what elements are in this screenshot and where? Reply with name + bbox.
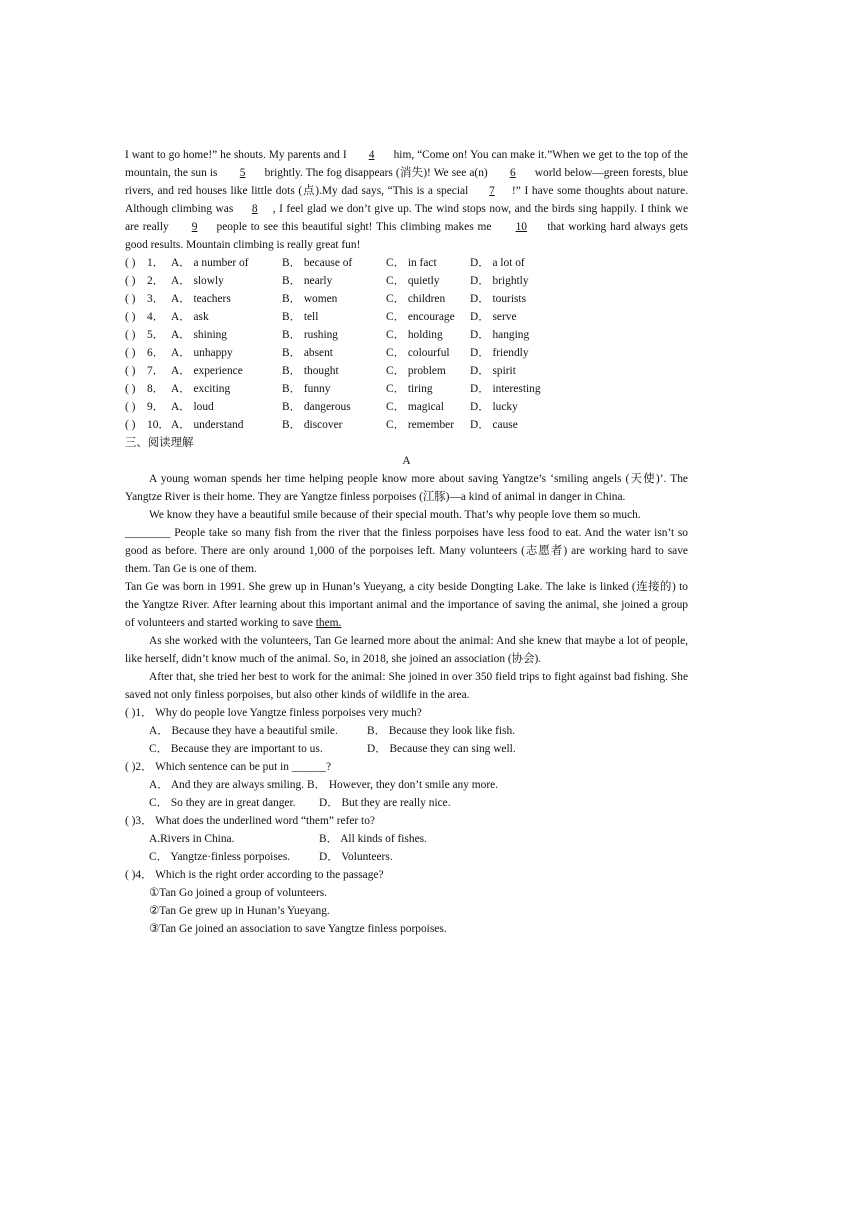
cloze-text: people to see this beautiful sight! This climbing makes me bbox=[216, 221, 492, 233]
option-line bbox=[125, 776, 688, 794]
option-d: D． Volunteers. bbox=[319, 851, 393, 863]
answer-paren: ( ) bbox=[125, 257, 136, 269]
question-4 bbox=[125, 866, 688, 938]
answer-paren: ( ) bbox=[125, 347, 136, 359]
option-b: B． nearly bbox=[282, 275, 333, 287]
option-c: C． So they are in great danger. bbox=[149, 797, 296, 809]
question-stem: ( )1． Why do people love Yangtze finless porpoises very much? bbox=[125, 707, 422, 719]
question-2 bbox=[125, 758, 688, 812]
option-a: A． Because they have a beautiful smile. bbox=[149, 725, 338, 737]
option-c: C． colourful bbox=[386, 347, 450, 359]
passage-blank: ________ bbox=[125, 527, 171, 539]
cloze-text: I want to go home!” he shouts. My parents and I bbox=[125, 149, 347, 161]
cloze-text: that working hard always gets good results. Mountain climbing is really great fun! bbox=[125, 221, 688, 251]
option-b: B． dangerous bbox=[282, 401, 351, 413]
option-b: B． thought bbox=[282, 365, 339, 377]
option-row bbox=[125, 398, 688, 416]
order-text: ③Tan Ge joined an association to save Yangtze finless porpoises. bbox=[149, 923, 447, 935]
option-b: B． women bbox=[282, 293, 338, 305]
cloze-blank: 8 bbox=[251, 203, 258, 215]
passage-text: We know they have a beautiful smile because of their special mouth. That’s why people love them so much. bbox=[149, 509, 641, 521]
order-text: ①Tan Go joined a group of volunteers. bbox=[149, 887, 328, 899]
answer-paren: ( ) bbox=[125, 293, 136, 305]
answer-paren: ( ) bbox=[125, 275, 136, 287]
order-item bbox=[125, 920, 688, 938]
option-b: B． because of bbox=[282, 257, 353, 269]
answer-paren: ( ) bbox=[125, 365, 136, 377]
option-c: C． holding bbox=[386, 329, 443, 341]
option-c: C． encourage bbox=[386, 311, 455, 323]
option-a: A． slowly bbox=[171, 275, 224, 287]
option-a: A． a number of bbox=[171, 257, 249, 269]
option-d: D． Because they can sing well. bbox=[367, 743, 516, 755]
option-c: C． tiring bbox=[386, 383, 433, 395]
option-a: A． understand bbox=[171, 419, 244, 431]
option-d: D． But they are really nice. bbox=[319, 797, 451, 809]
option-line bbox=[125, 830, 688, 848]
cloze-blank: 10 bbox=[515, 221, 527, 233]
cloze-blank: 7 bbox=[489, 185, 495, 197]
passage-paragraph: After that, she tried her best to work for the animal: She joined in over 350 field trips to fight against bad fishing. She saved not only finless porpoises, but also other kinds of wildlife in the area. bbox=[125, 671, 688, 701]
option-c: C． problem bbox=[386, 365, 446, 377]
cloze-options bbox=[125, 254, 688, 434]
option-a: A． teachers bbox=[171, 293, 231, 305]
option-row bbox=[125, 272, 688, 290]
worksheet-page bbox=[125, 146, 688, 938]
option-a: A． experience bbox=[171, 365, 243, 377]
option-a: A． exciting bbox=[171, 383, 231, 395]
cloze-text: !” I have some thoughts about nature. Although climbing was bbox=[125, 185, 688, 215]
option-a: A． shining bbox=[171, 329, 228, 341]
option-a: A． loud bbox=[171, 401, 214, 413]
option-c: C． Because they are important to us. bbox=[149, 743, 323, 755]
cloze-passage-end bbox=[125, 146, 688, 254]
cloze-text: brightly. The fog disappears (消失)! We see a(n) bbox=[264, 167, 488, 179]
option-b: B． absent bbox=[282, 347, 333, 359]
option-b: B． funny bbox=[282, 383, 331, 395]
question-stem: ( )4． Which is the right order according to the passage? bbox=[125, 869, 384, 881]
option-row bbox=[125, 290, 688, 308]
passage-paragraph: As she worked with the volunteers, Tan Ge learned more about the animal: And she knew that maybe a lot of people, like herself, didn’t know much of the animal. So, in 2018, she joined an association (协会). bbox=[125, 635, 688, 665]
option-d: D． serve bbox=[470, 311, 517, 323]
passage-paragraph bbox=[125, 578, 688, 632]
option-c: C． magical bbox=[386, 401, 444, 413]
option-row bbox=[125, 326, 688, 344]
option-row bbox=[125, 344, 688, 362]
answer-paren: ( ) bbox=[125, 311, 136, 323]
option-b: B． tell bbox=[282, 311, 319, 323]
option-d: D． cause bbox=[470, 419, 518, 431]
answer-paren: ( ) bbox=[125, 419, 136, 431]
option-b: B． However, they don’t smile any more. bbox=[307, 779, 499, 791]
option-c: C． Yangtze·finless porpoises. bbox=[149, 851, 291, 863]
passage-text: People take so many fish from the river that the finless porpoises have less food to eat. And the water isn’t so good as before. There are only around 1,000 of the porpoises left. Many volunteers (志愿者) are working hard to save them. Tan Ge is one of them. bbox=[125, 527, 688, 575]
option-line bbox=[125, 794, 688, 812]
cloze-text: him, “Come on! You can make it.”When we get to the top of the mountain, the sun is bbox=[125, 149, 688, 179]
option-row bbox=[125, 308, 688, 326]
passage-text: Tan Ge was born in 1991. She grew up in Hunan’s Yueyang, a city beside Dongting Lake. The lake is linked (连接的) to the Yangtze River. After learning about this important animal and the importance of saving the animal, she joined a group of volunteers and started working to save bbox=[125, 581, 688, 629]
option-a: A． And they are always smiling. bbox=[149, 779, 305, 791]
question-number: 1． bbox=[147, 257, 165, 269]
order-item bbox=[125, 902, 688, 920]
option-c: C． in fact bbox=[386, 257, 437, 269]
option-a: A． unhappy bbox=[171, 347, 233, 359]
option-b: B． discover bbox=[282, 419, 343, 431]
question-1 bbox=[125, 704, 688, 758]
option-c: C． remember bbox=[386, 419, 455, 431]
question-number: 10． bbox=[147, 419, 170, 431]
cloze-text: , I feel glad we don’t give up. The wind stops now, and the birds sing happily. I think we are really bbox=[125, 203, 688, 233]
question-3 bbox=[125, 812, 688, 866]
option-d: D． lucky bbox=[470, 401, 518, 413]
passage-label: A bbox=[402, 455, 411, 467]
question-number: 6． bbox=[147, 347, 165, 359]
underlined-word: them. bbox=[315, 617, 342, 629]
option-c: C． quietly bbox=[386, 275, 440, 287]
cloze-blank: 9 bbox=[191, 221, 198, 233]
option-b: B． rushing bbox=[282, 329, 339, 341]
option-d: D． interesting bbox=[470, 383, 541, 395]
cloze-text: world below—green forests, blue rivers, and red houses like little dots (点).My dad says, “This is a special bbox=[125, 167, 689, 197]
option-b: B． All kinds of fishes. bbox=[319, 833, 427, 845]
answer-paren: ( ) bbox=[125, 383, 136, 395]
cloze-blank: 4 bbox=[368, 149, 375, 161]
question-number: 8． bbox=[147, 383, 165, 395]
option-a: A.Rivers in China. bbox=[149, 833, 235, 845]
option-b: B． Because they look like fish. bbox=[367, 725, 516, 737]
question-stem bbox=[125, 758, 688, 776]
answer-paren: ( ) bbox=[125, 329, 136, 341]
stem-text: ( )2． Which sentence can be put in bbox=[125, 761, 292, 773]
option-row bbox=[125, 362, 688, 380]
cloze-blank: 5 bbox=[239, 167, 246, 179]
order-item bbox=[125, 884, 688, 902]
question-stem: ( )3． What does the underlined word “them” refer to? bbox=[125, 815, 375, 827]
option-d: D． hanging bbox=[470, 329, 530, 341]
option-line bbox=[125, 740, 688, 758]
section-title: 三、阅读理解 bbox=[125, 437, 194, 449]
option-line bbox=[125, 848, 688, 866]
question-number: 4． bbox=[147, 311, 165, 323]
cloze-blank: 6 bbox=[509, 167, 516, 179]
passage-paragraph bbox=[125, 506, 688, 578]
stem-blank: ______ bbox=[291, 761, 326, 773]
option-row bbox=[125, 416, 688, 434]
option-c: C． children bbox=[386, 293, 446, 305]
stem-text: ? bbox=[325, 761, 332, 773]
option-d: D． tourists bbox=[470, 293, 527, 305]
question-number: 7． bbox=[147, 365, 165, 377]
option-d: D． a lot of bbox=[470, 257, 525, 269]
option-row bbox=[125, 380, 688, 398]
question-number: 3． bbox=[147, 293, 165, 305]
passage-paragraph: A young woman spends her time helping people know more about saving Yangtze’s ‘smiling angels (天使)’. The Yangtze River is their home. They are Yangtze finless porpoises (江豚)—a kind of animal in danger in China. bbox=[125, 473, 688, 503]
question-number: 5． bbox=[147, 329, 165, 341]
order-text: ②Tan Ge grew up in Hunan’s Yueyang. bbox=[149, 905, 330, 917]
option-line bbox=[125, 722, 688, 740]
option-row bbox=[125, 254, 688, 272]
answer-paren: ( ) bbox=[125, 401, 136, 413]
option-a: A． ask bbox=[171, 311, 209, 323]
question-number: 9． bbox=[147, 401, 165, 413]
option-d: D． brightly bbox=[470, 275, 529, 287]
option-d: D． spirit bbox=[470, 365, 516, 377]
option-d: D． friendly bbox=[470, 347, 529, 359]
question-number: 2． bbox=[147, 275, 165, 287]
